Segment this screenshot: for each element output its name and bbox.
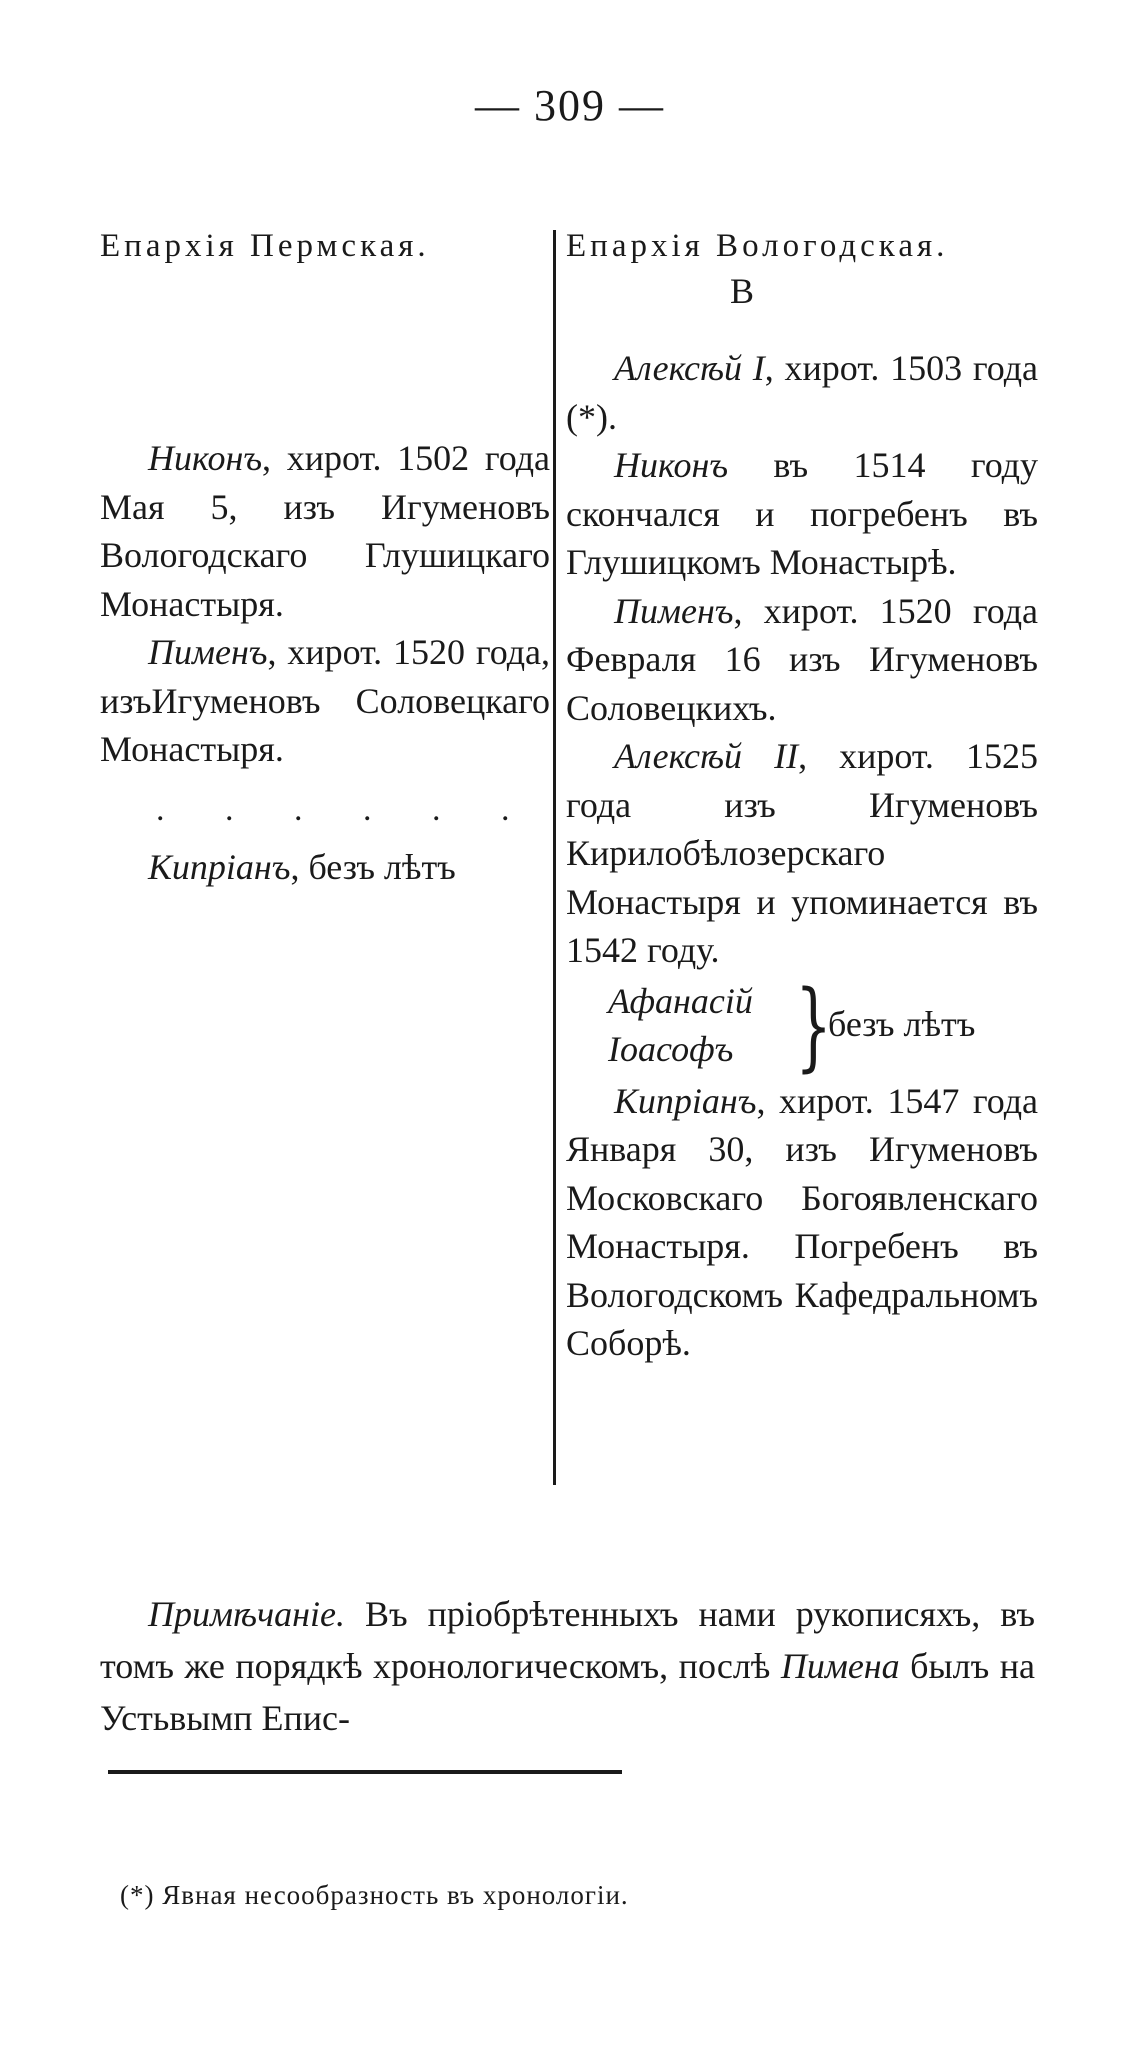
entry-name: Алексѣй I bbox=[614, 348, 765, 388]
entry-text: , хирот. 1502 года Мая 5, изъ Игуменовъ Вологодскаго Глушицкаго Монастыря. bbox=[100, 438, 550, 624]
left-column-heading: Епархія Пермская. bbox=[100, 228, 430, 264]
right-entries bbox=[566, 344, 1038, 1368]
curly-brace: } bbox=[795, 969, 832, 1082]
entry-text: , безъ лѣтъ bbox=[290, 847, 456, 887]
entry-name: Пименъ bbox=[148, 632, 268, 672]
entry-name: Пименъ bbox=[614, 590, 734, 631]
column-letter: В bbox=[729, 271, 754, 311]
entry-name: Кипріанъ bbox=[148, 847, 291, 887]
brace-name-ioasof: Іоасофъ bbox=[608, 1028, 734, 1069]
entry-name: Кипріанъ bbox=[614, 1080, 757, 1121]
left-entry-pimen bbox=[100, 628, 550, 774]
brace-group bbox=[566, 969, 1038, 1082]
left-column bbox=[100, 226, 550, 887]
entry-text: , хирот. 1520 года, изъИгуменовъ Соловецкаго Монастыря. bbox=[100, 632, 550, 769]
right-column-heading: Епархія Вологодская. bbox=[566, 228, 949, 264]
brace-names bbox=[608, 977, 753, 1073]
note-text: Въ пріобрѣтенныхъ нами рукописяхъ, въ томъ же порядкѣ хронологическомъ, послѣ bbox=[100, 1594, 1035, 1686]
right-entry-kiprian bbox=[566, 1077, 1038, 1368]
ellipsis-dots: . . . . . . bbox=[156, 791, 536, 828]
entry-text: , хирот. 1520 года Февраля 16 изъ Игуменовъ Соловецкихъ. bbox=[566, 590, 1038, 728]
entry-name: Алексѣй II bbox=[614, 736, 799, 776]
right-entry-aleksei-1 bbox=[566, 344, 1038, 441]
entry-name: Никонъ bbox=[148, 438, 263, 478]
note-paragraph bbox=[100, 1588, 1035, 1744]
right-column bbox=[566, 226, 1038, 1363]
right-entry-nikon bbox=[566, 441, 1038, 587]
note-label: Примѣчаніе. bbox=[148, 1594, 345, 1634]
entry-name: Никонъ bbox=[614, 445, 729, 485]
note-text-continued: былъ на Устьвымп Епис- bbox=[100, 1646, 1036, 1738]
brace-name-afanasii: Афанасій bbox=[608, 980, 753, 1021]
brace-text: безъ лѣтъ bbox=[828, 1003, 976, 1044]
entry-text: , хирот. 1525 года изъ Игуменовъ Кирилобѣлозерскаго Монастыря и упоминается въ 1542 году. bbox=[566, 736, 1038, 970]
column-divider bbox=[553, 230, 556, 1485]
right-entry-aleksei-2 bbox=[566, 732, 1038, 975]
entry-text: , хирот. 1503 года (*). bbox=[566, 348, 1038, 437]
right-entry-pimen bbox=[566, 587, 1038, 733]
footnote-rule bbox=[108, 1770, 622, 1774]
footnote: (*) Явная несообразность въ хронологіи. bbox=[120, 1880, 629, 1910]
entry-text: , хирот. 1547 года Января 30, изъ Игуменовъ Московскаго Богоявленскаго Монастыря. Погребенъ въ Вологодскомъ Кафедральномъ Соборѣ. bbox=[566, 1080, 1038, 1363]
page-number: — 309 — bbox=[475, 81, 665, 130]
left-entry-nikon bbox=[100, 434, 550, 628]
left-entry-kiprian bbox=[100, 843, 550, 892]
note-name: Пимена bbox=[780, 1646, 900, 1686]
entry-text: въ 1514 году скончался и погребенъ въ Глушицкомъ Монастырѣ. bbox=[566, 445, 1038, 582]
